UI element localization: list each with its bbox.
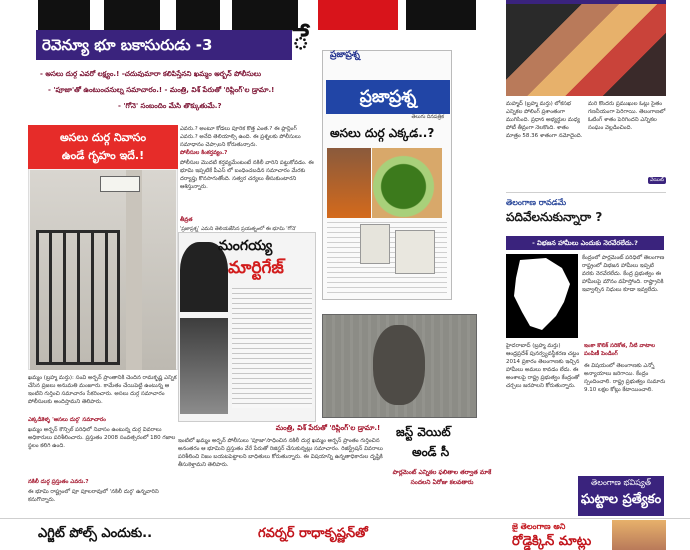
clipping-document xyxy=(395,230,435,274)
left-body-2: ఖమ్మం అర్బన్ కౌన్సిల్ పరిధిలో నివాసం ఉంటున్న దుర్గ వివరాలు అధికారులు పరిశీలించారు. ప్రస్తుతం 2008 సంవత్సరంలో 180 గజాల స్థలం కలిగి ఉంది. xyxy=(28,427,176,449)
mortgage-title-2: మార్టిగేజ్ xyxy=(228,258,284,278)
clipping-masthead: ప్రజాప్రశ్న xyxy=(326,80,450,114)
house-feature-heading xyxy=(28,125,178,169)
mid-subhead-2: తీవ్రత xyxy=(180,217,193,223)
mortgage-title-1: మంగయ్య xyxy=(218,238,273,254)
telangana-subheading: తెలంగాణ రావడమే xyxy=(506,198,567,207)
exit-polls-headline: ఎగ్జిట్ పోల్స్ ఎందుకు.. xyxy=(38,526,153,541)
subhead-2: - 'పూజా'తో ఉంటుంచనుల్న సమాచారం.! - మంత్రి, విశ్ పేరుతో 'రిప్లింగ్'ల డ్రామా.! xyxy=(48,86,275,94)
mid-subhead-1: పోలీసుల కింకర్తవ్యం.? xyxy=(180,150,228,156)
telangana-kicker: - విభజన హామీలు ఎందుకు నెరవేరలేదు.? xyxy=(506,236,664,250)
jai-telangana-kicker: జై తెలంగాణ అని xyxy=(512,522,566,531)
house-heading-line1: అసలు దుర్గ నివాసం xyxy=(59,131,147,144)
right-side-body: ఈ విషయంలో తెలంగాణకు ఎన్నో అన్యాయాలు జరిగాయి. కేంద్రం స్పందించాలి. రాష్ట్ర ప్రభుత్వం సుమారు 9.10 లక్షల కోట్లు కేటాయించాలి. xyxy=(584,363,666,393)
right-body-4: హైదరాబాద్ (బ్రహ్మ మర్తు) ఆంధ్రప్రదేశ్ పునర్వ్యవస్థీకరణ చట్టం 2014 ప్రకారం తెలంగాణకు ఇచ్చిన హామీలు అమలు కావడం లేదు. ఈ అంశాలపై రాష్ట్ర ప్రభుత్వం కేంద్రంతో చర్చలు జరపాలని కోరుతున్నారు. xyxy=(506,343,580,389)
clipping-document xyxy=(360,224,390,264)
house-nameplate xyxy=(100,176,140,192)
clipping-title: అసలు దుర్గ ఎక్కడ..? xyxy=(330,126,435,140)
clipping-photo xyxy=(372,148,442,218)
wait-and-see-title-1: జస్ట్ వెయిట్ xyxy=(396,425,451,439)
telangana-special-small: తెలంగాణ భవిష్యత్ xyxy=(590,478,652,487)
wait-and-see-title-2: అండ్ సీ xyxy=(412,445,450,459)
mortgage-newspaper xyxy=(232,288,312,408)
left-subhead-1: ఎక్కడికెళ్ళ 'అసలు దుర్గ' సమాచారం xyxy=(28,417,106,423)
house-pillar xyxy=(126,170,142,370)
clipping-logo: ప్రజాప్రశ్న xyxy=(330,50,360,60)
masthead-letter xyxy=(104,0,160,30)
voters-queue-photo xyxy=(506,4,666,96)
masthead-red-block xyxy=(318,0,398,30)
right-body-3: కేంద్రంలో పార్లమెంట్ పరిధిలో తెలంగాణ రాష్ట్రంలో విభజన హామీలు ఇప్పటి వరకు నెరవేరలేదు. కేంద్ర ప్రభుత్వం ఈ హామీలపై మౌనం వహిస్తోంది. రాష్ట్రానికి ఇవ్వాల్సిన నిధులు కూడా ఇవ్వలేదు. xyxy=(582,255,665,293)
banner-glyph: ే xyxy=(292,22,310,57)
mid-body-2: పోలీసుల మొదటి కర్తవ్యమేంటంటే నకిలీ వారిని పట్టుకోవడం. ఈ భూమి ఇప్పటికే పీఎస్ లో బంధించబడిన సమాచారం మేరకు దర్యాప్తు కొనసాగుతోంది. సత్వర చర్యలు తీసుకుంటారని ఆశిస్తున్నారు. xyxy=(180,160,314,190)
left-body-3: ఈ భూమి రాష్ట్రంలో పూ పూలరావులో 'నకిలీ దుర్గ' ఉన్నవారిని కనుగొన్నారు. xyxy=(28,489,159,503)
masthead-letter xyxy=(232,0,298,30)
bottom-photo xyxy=(612,520,666,550)
subhead-3: - 'గోనె' సంబందిం మేసి తొక్కుతుమే.? xyxy=(118,102,222,110)
mid-body-3: 'ప్రజాప్రశ్న' ఎమని తెలియజేసిన ప్రయత్నంలో ఈ భూమి 'గోనె' xyxy=(180,226,297,232)
telangana-special-big: ఘట్టాల ప్రత్యేకం xyxy=(580,492,662,507)
house-gate xyxy=(36,230,120,365)
telangana-heading: పదివేలనుకున్నారా ? xyxy=(506,210,603,224)
right-body-1: మహ్మద్ (బ్రహ్మ మర్తు) లోకసభ ఎన్నికల పోలింగ్ ప్రశాంతంగా ముగిసింది. ప్రధాన అభ్యర్థుల మధ్య పోటీ తీవ్రంగా నెలకొంది. శాతం మాత్రం 58.36 శాతంగా నమోదైంది. xyxy=(506,101,583,139)
portrait-face xyxy=(373,325,425,405)
masthead-strip xyxy=(0,0,505,34)
masthead-letter xyxy=(406,0,476,30)
clipping-portrait xyxy=(327,148,371,218)
telangana-map xyxy=(506,254,578,338)
divider xyxy=(0,518,690,519)
mid-bottom-body: ఇంటిలో ఖమ్మం అర్బన్ పోలీసులు 'పూజా'సాధించిన నకిలీ దుర్గ ఖమ్మం అర్బన్ ప్రాంతం గుర్తించిన అనంతరం ఆ భూమిని ప్రస్తుతం వేరే పేరుతో రిజిస్టర్ చేసుకున్నట్లు సమాచారం. రిజిస్ట్రేషన్ వివరాలు పరిశీలించి నిజం బయటపెట్టాలని బాధితులు కోరుతున్నారు. ఈ విషయాన్ని ఉన్నతాధికారుల దృష్టికి తీసుకెళ్తామని తెలిపారు. xyxy=(178,438,383,468)
house-photo xyxy=(30,170,176,370)
left-subhead-2: నకిలీ దుర్గ ప్రస్తుతం ఎవరు.? xyxy=(28,479,89,485)
house-heading-line2: ఉండే గృహం ఇదే.! xyxy=(61,149,145,162)
portrait-photo xyxy=(322,314,477,418)
left-body-1: ఖమ్మం (బ్రహ్మ మర్తు): సంవి అర్బన్ ప్రాంతానికి చెందిన రామకృష్ణ ఎన్నిక చేసిన ప్రజలు అనుమతి మంజూరు. కామేతం చేయిపెట్టి ఉంటున్న ఆ ఇంటిని గుర్తించి సమాచారం సేకరించారు. అసలు దుర్గ సమాచారం పోలీసులకు అందిస్తామని తెలిపారు. xyxy=(28,375,177,405)
mid-body-1: ఎవరు.? అంటూ కోడలు పూరిక కొత్త ఎంత.? ఈ ప్లాన్లింగ్ ఎవరు.? అనేది తెలియాల్సి ఉంది. ఈ ప్రశ్నలకు పోలీసులు సమాధానం చెప్పాలని కోరుతున్నారు. xyxy=(180,126,301,147)
masthead-letter xyxy=(176,0,220,30)
right-wait-tag[interactable]: వెయిట్ xyxy=(650,177,664,183)
divider xyxy=(506,192,666,193)
subhead-1: - అసలు దుర్గ ఎవరో లక్ష్యం.! -చదువుమారా కలిపిస్తేనని ఖమ్మం అర్బన్ పోలీసులు xyxy=(40,70,262,78)
jai-telangana-headline: రోడ్డెక్కిన్ మాట్లు xyxy=(512,534,592,549)
mid-caption: మంత్రి, విశ్ పేరుతో 'రిప్లింగ్'ల డ్రామా.! xyxy=(275,424,381,432)
governor-headline: గవర్నర్ రాధాకృష్ణన్‌తో xyxy=(258,526,368,541)
series-banner: రెవెన్యూ భూ బకాసురుడు -3 xyxy=(36,30,292,60)
clipping-tagline: తెలుగు దినపత్రిక xyxy=(411,114,444,120)
masthead-letter xyxy=(38,0,90,30)
wait-and-see-note: పార్లమెంట్ ఎన్నికల ఫలితాల తర్వాత మాకే సందలని ఏరోజు కలవతారు xyxy=(392,469,492,486)
right-body-2: మరి కొందరు ప్రముఖుల ఓట్లు సైతం గణనీయంగా పెరిగాయి. తెలంగాణలో ఓటింగ్ శాతం పెరిగిందని ఎన్నికల సంఘం వెల్లడించింది. xyxy=(588,101,666,131)
right-side-highlight: ఇంకా కొలిక్ సరికోత, నీటి వాటాల పంపిణీ పెండింగ్ xyxy=(584,343,656,357)
mortgage-photo xyxy=(180,318,228,414)
